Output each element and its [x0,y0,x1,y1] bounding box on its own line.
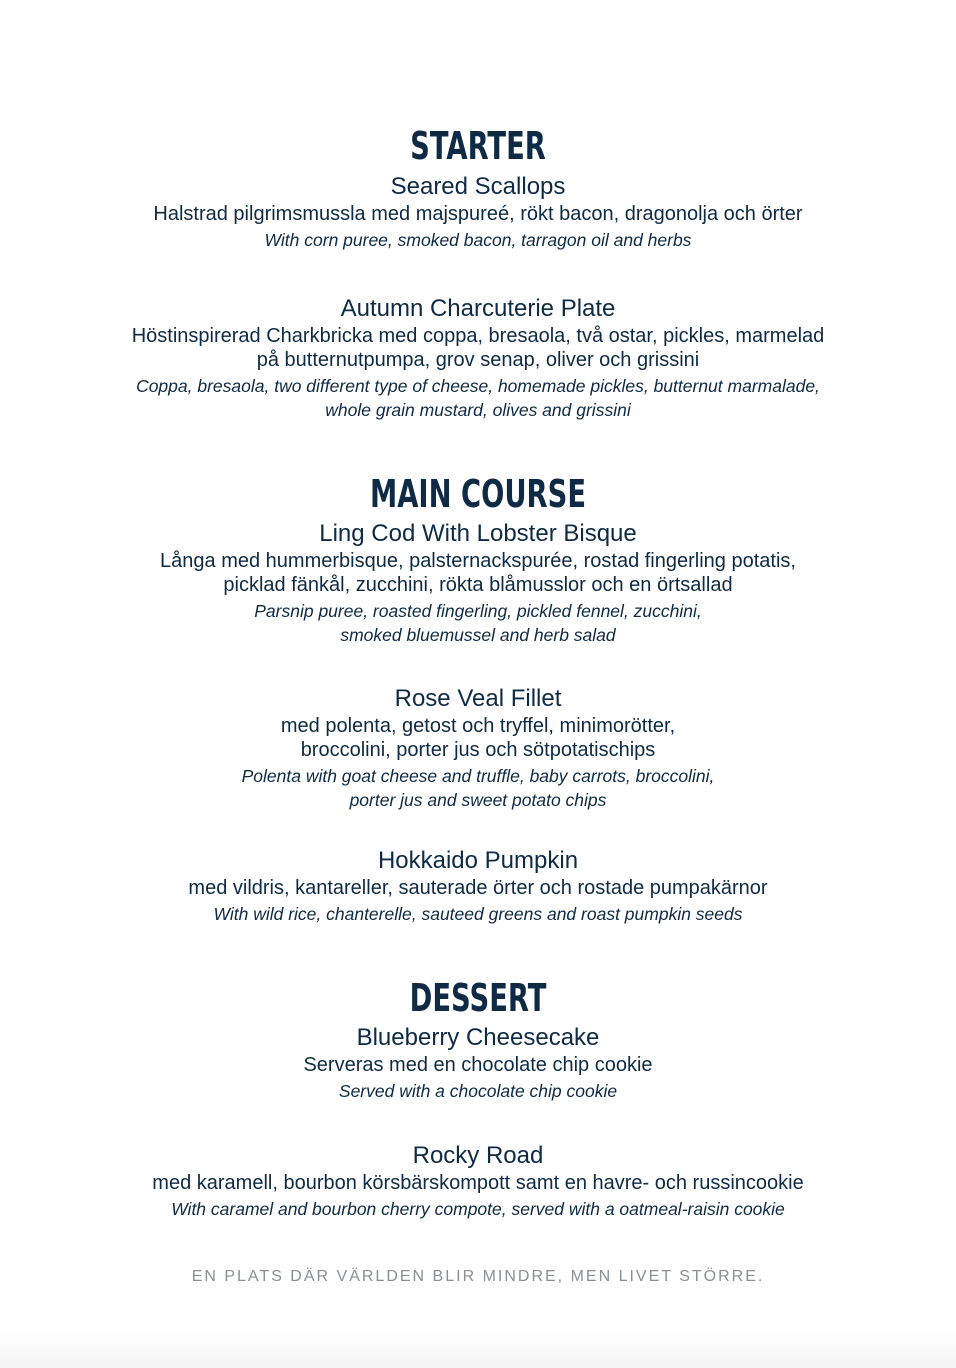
dish-description-english [60,764,896,812]
dish-description-swedish [60,876,896,900]
footer-tagline: EN PLATS DÄR VÄRLDEN BLIR MINDRE, MEN LIVET STÖRRE. [191,1268,765,1285]
dish-name: Rocky Road [412,1142,544,1169]
description-line: broccolini, porter jus och sötpotatischips [300,739,656,761]
dish-name: Rose Veal Fillet [394,685,562,712]
dish-description-english [60,902,896,926]
description-line: med vildris, kantareller, sauterade örter och rostade pumpakärnor [188,877,768,899]
dish-name: Hokkaido Pumpkin [377,847,579,874]
description-line: Coppa, bresaola, two different type of cheese, homemade pickles, butternut marmalade, [136,376,820,396]
description-line: på butternutpumpa, grov senap, oliver och grissini [256,349,700,371]
dish-description-swedish [60,549,896,597]
dish-name: Blueberry Cheesecake [356,1024,600,1051]
dish-rocky-road [60,1141,896,1221]
dish-name: Seared Scallops [390,173,566,200]
description-line: With caramel and bourbon cherry compote, served with a oatmeal-raisin cookie [171,1199,785,1219]
section-title-main-course: MAIN COURSE [369,472,587,516]
dish-description-english [60,1079,896,1103]
dish-description-english [60,599,896,647]
description-line: smoked bluemussel and herb salad [340,625,616,645]
dish-name: Ling Cod With Lobster Bisque [319,520,637,547]
dish-description-swedish [60,714,896,762]
description-line: Polenta with goat cheese and truffle, baby carrots, broccolini, [241,766,715,786]
description-line: picklad fänkål, zucchini, rökta blåmusslor och en örtsallad [223,574,733,596]
description-line: porter jus and sweet potato chips [349,790,607,810]
dish-ling-cod [60,519,896,647]
description-line: Parsnip puree, roasted fingerling, pickled fennel, zucchini, [254,601,702,621]
dish-name: Autumn Charcuterie Plate [340,295,616,322]
dish-autumn-charcuterie-plate [60,294,896,422]
description-line: Långa med hummerbisque, palsternackspurée, rostad fingerling potatis, [160,550,796,572]
description-line: With corn puree, smoked bacon, tarragon oil and herbs [264,230,692,250]
description-line: Served with a chocolate chip cookie [338,1081,618,1101]
dish-description-swedish [60,202,896,226]
description-line: Halstrad pilgrimsmussla med majspureé, rökt bacon, dragonolja och örter [153,203,803,225]
dish-rose-veal-fillet [60,684,896,812]
description-line: Serveras med en chocolate chip cookie [303,1054,653,1076]
dish-description-swedish [60,1171,896,1195]
description-line: med karamell, bourbon körsbärskompott samt en havre- och russincookie [152,1172,804,1194]
dish-description-swedish [60,324,896,372]
section-title-dessert: DESSERT [409,976,547,1020]
dish-description-english [60,228,896,252]
description-line: Höstinspirerad Charkbricka med coppa, bresaola, två ostar, pickles, marmelad [131,325,825,347]
description-line: With wild rice, chanterelle, sauteed greens and roast pumpkin seeds [213,904,743,924]
dish-hokkaido-pumpkin [60,846,896,926]
dish-description-swedish [60,1053,896,1077]
dish-description-english [60,374,896,422]
page-bottom-shade [0,1330,956,1368]
dish-seared-scallops [60,172,896,252]
dish-blueberry-cheesecake [60,1023,896,1103]
section-title-starter: STARTER [410,124,546,168]
dish-description-english [60,1197,896,1221]
description-line: med polenta, getost och tryffel, minimorötter, [280,715,676,737]
description-line: whole grain mustard, olives and grissini [325,400,631,420]
